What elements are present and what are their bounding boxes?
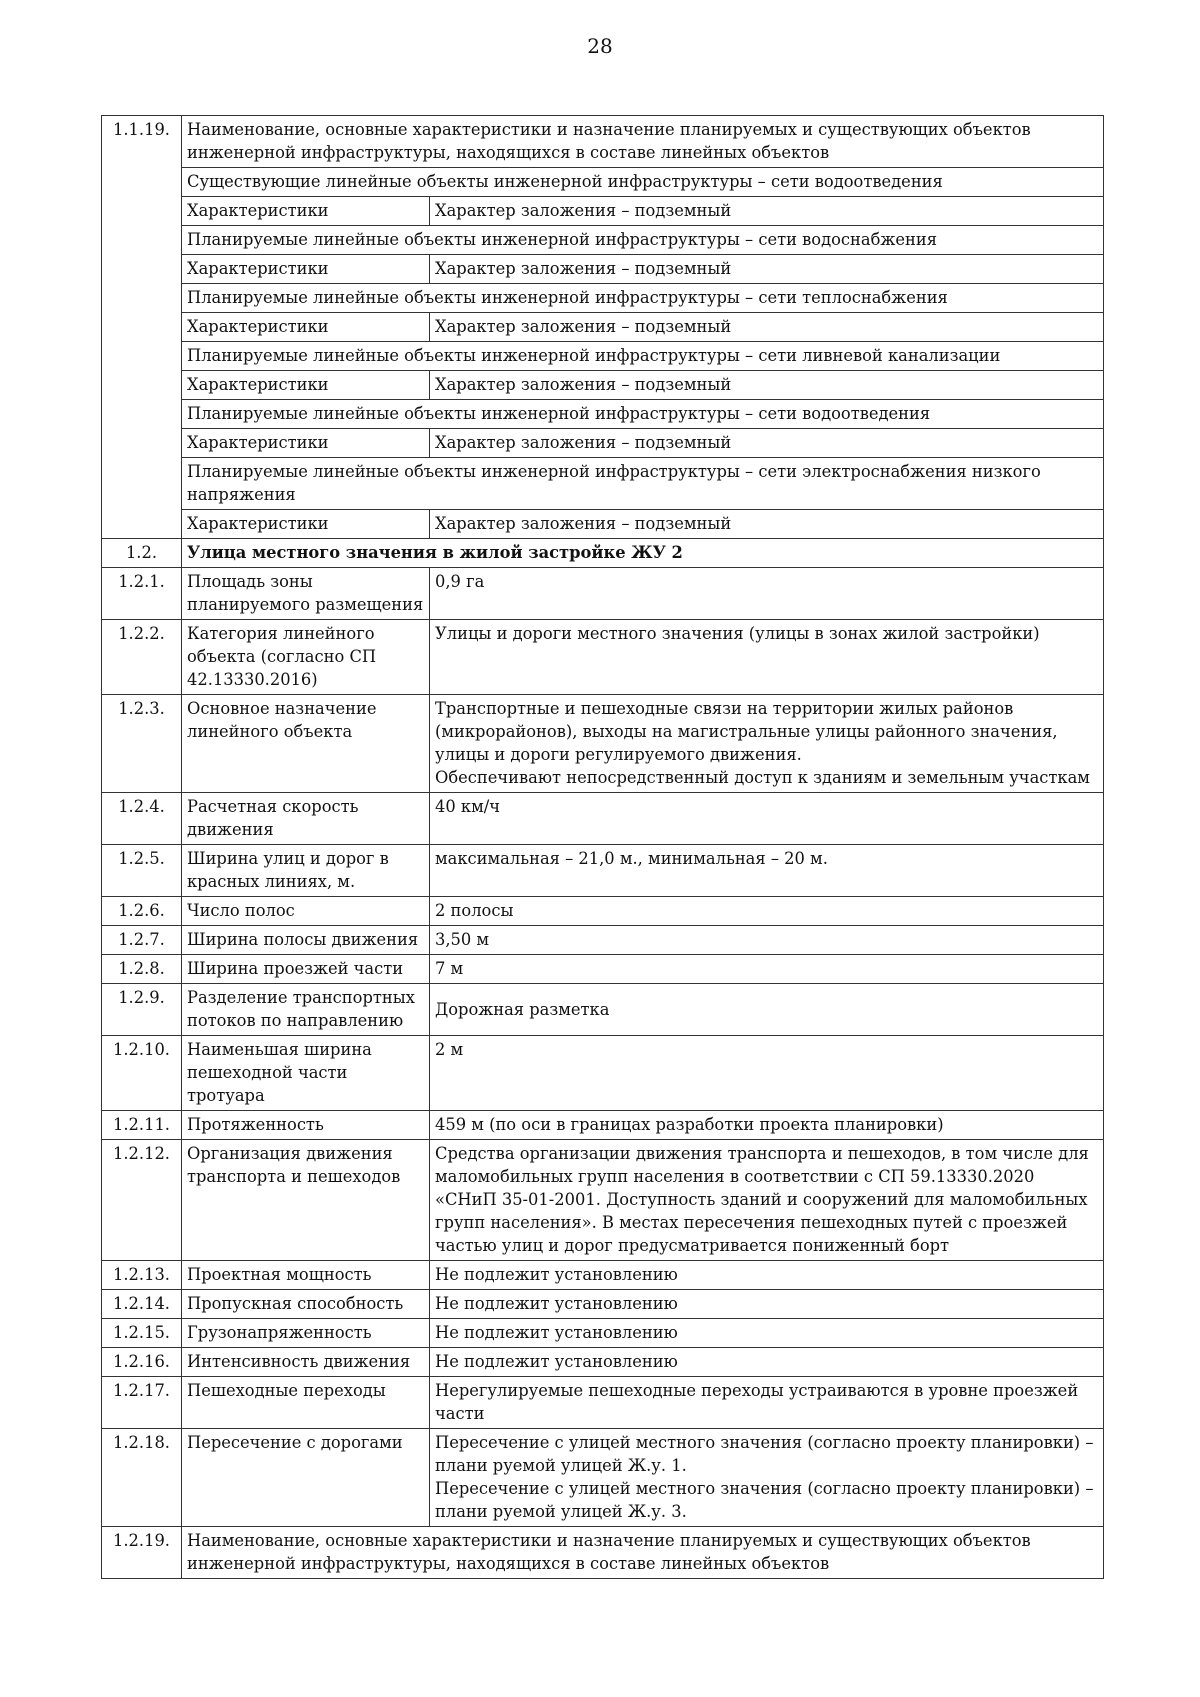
row-number: 1.2.6.: [102, 897, 182, 926]
specification-table: [101, 115, 1104, 1579]
row-value: [430, 1377, 1104, 1429]
table-row: [102, 620, 1104, 695]
table-row: [102, 1527, 1104, 1579]
row-value: [430, 1261, 1104, 1290]
row-value: [430, 1429, 1104, 1527]
row-value: [430, 620, 1104, 695]
row-value: [430, 897, 1104, 926]
network-group-title: Планируемые линейные объекты инженерной инфраструктуры – сети водоотведения: [182, 400, 1104, 429]
network-group-title: Планируемые линейные объекты инженерной инфраструктуры – сети ливневой канализации: [182, 342, 1104, 371]
row-title: Наименование, основные характеристики и назначение планируемых и существующих объектов инженерной инфраструктуры, находящихся в составе линейных объектов: [182, 1527, 1104, 1579]
laying-value: Характер заложения – подземный: [430, 429, 1104, 458]
table-row: [102, 342, 1104, 371]
row-value-paragraph: максимальная – 21,0 м., минимальная – 20 м.: [435, 849, 828, 868]
laying-value: Характер заложения – подземный: [430, 510, 1104, 539]
row-number: 1.2.17.: [102, 1377, 182, 1429]
network-group-title: Планируемые линейные объекты инженерной инфраструктуры – сети электроснабжения низкого напряжения: [182, 458, 1104, 510]
row-number: 1.2.19.: [102, 1527, 182, 1579]
table-row: [102, 568, 1104, 620]
row-label: Число полос: [182, 897, 430, 926]
row-label: Основное назначение линейного объекта: [182, 695, 430, 793]
row-number: 1.2.9.: [102, 984, 182, 1036]
section-number: 1.2.: [102, 539, 182, 568]
row-value: [430, 926, 1104, 955]
row-number: 1.2.14.: [102, 1290, 182, 1319]
table-row: [102, 116, 1104, 168]
row-number: 1.2.18.: [102, 1429, 182, 1527]
table-row: [102, 226, 1104, 255]
network-group-title: Планируемые линейные объекты инженерной инфраструктуры – сети теплоснабжения: [182, 284, 1104, 313]
table-row: [102, 255, 1104, 284]
network-group-title: Планируемые линейные объекты инженерной инфраструктуры – сети водоснабжения: [182, 226, 1104, 255]
row-label: Пешеходные переходы: [182, 1377, 430, 1429]
page-number: 28: [587, 34, 613, 58]
row-label: Площадь зоны планируемого размещения: [182, 568, 430, 620]
table-row: [102, 1036, 1104, 1111]
table-row: [102, 1290, 1104, 1319]
row-value: [430, 1036, 1104, 1111]
row-label: Ширина улиц и дорог в красных линиях, м.: [182, 845, 430, 897]
row-value-paragraph: 40 км/ч: [435, 797, 500, 816]
row-value-paragraph: 0,9 га: [435, 572, 485, 591]
characteristics-label: Характеристики: [182, 371, 430, 400]
row-number: 1.2.16.: [102, 1348, 182, 1377]
row-label: Разделение транспортных потоков по направлению: [182, 984, 430, 1036]
row-value-paragraph: Пересечение с улицей местного значения (согласно проекту планировки) – плани руемой улицей Ж.у. 1.: [435, 1433, 1094, 1475]
row-number: 1.2.7.: [102, 926, 182, 955]
row-value-paragraph: Средства организации движения транспорта и пешеходов, в том числе для маломобильных групп населения в соответствии с СП 59.13330.2020 «СНиП 35-01-2001. Доступность зданий и сооружений для маломобильных групп населения». В местах пересечения пешеходных путей с проезжей частью улиц и дорог предусматривается пониженный борт: [435, 1144, 1089, 1255]
table-row: [102, 926, 1104, 955]
row-label: Категория линейного объекта (согласно СП 42.13330.2016): [182, 620, 430, 695]
row-value-paragraph: Не подлежит установлению: [435, 1323, 678, 1342]
row-label: Ширина полосы движения: [182, 926, 430, 955]
row-title: Наименование, основные характеристики и назначение планируемых и существующих объектов инженерной инфраструктуры, находящихся в составе линейных объектов: [182, 116, 1104, 168]
row-value-paragraph: 459 м (по оси в границах разработки проекта планировки): [435, 1115, 944, 1134]
table-row: [102, 1261, 1104, 1290]
row-number: 1.2.13.: [102, 1261, 182, 1290]
row-label: Интенсивность движения: [182, 1348, 430, 1377]
table-row: [102, 371, 1104, 400]
row-value: [430, 845, 1104, 897]
row-value: [430, 1290, 1104, 1319]
laying-value: Характер заложения – подземный: [430, 197, 1104, 226]
table-row: [102, 1429, 1104, 1527]
table-row: [102, 313, 1104, 342]
row-value: [430, 1319, 1104, 1348]
row-label: Ширина проезжей части: [182, 955, 430, 984]
row-value: [430, 1348, 1104, 1377]
row-label: Проектная мощность: [182, 1261, 430, 1290]
table-row: [102, 1140, 1104, 1261]
table-row: [102, 1348, 1104, 1377]
table-row: [102, 458, 1104, 510]
row-number: 1.1.19.: [102, 116, 182, 539]
row-value: [430, 695, 1104, 793]
row-value-paragraph: Нерегулируемые пешеходные переходы устраиваются в уровне проезжей части: [435, 1381, 1079, 1423]
laying-value: Характер заложения – подземный: [430, 371, 1104, 400]
table-row: [102, 400, 1104, 429]
row-value: [430, 1140, 1104, 1261]
characteristics-label: Характеристики: [182, 510, 430, 539]
row-number: 1.2.8.: [102, 955, 182, 984]
table-row: [102, 793, 1104, 845]
laying-value: Характер заложения – подземный: [430, 255, 1104, 284]
row-number: 1.2.1.: [102, 568, 182, 620]
row-number: 1.2.15.: [102, 1319, 182, 1348]
table-row: [102, 695, 1104, 793]
row-value-paragraph: Улицы и дороги местного значения (улицы в зонах жилой застройки): [435, 624, 1040, 643]
table-row: [102, 845, 1104, 897]
table-row: [102, 284, 1104, 313]
table-row: [102, 984, 1104, 1036]
characteristics-label: Характеристики: [182, 313, 430, 342]
row-label: Пропускная способность: [182, 1290, 430, 1319]
row-label: Наименьшая ширина пешеходной части тротуара: [182, 1036, 430, 1111]
row-number: 1.2.12.: [102, 1140, 182, 1261]
table-row: [102, 1111, 1104, 1140]
characteristics-label: Характеристики: [182, 197, 430, 226]
row-value-paragraph: Обеспечивают непосредственный доступ к зданиям и земельным участкам: [435, 768, 1090, 787]
row-value-paragraph: 3,50 м: [435, 930, 490, 949]
row-label: Грузонапряженность: [182, 1319, 430, 1348]
row-value-paragraph: Не подлежит установлению: [435, 1294, 678, 1313]
row-value-paragraph: Не подлежит установлению: [435, 1265, 678, 1284]
table-row: [102, 197, 1104, 226]
row-value: [430, 955, 1104, 984]
table-row: [102, 1377, 1104, 1429]
network-group-title: Существующие линейные объекты инженерной инфраструктуры – сети водоотведения: [182, 168, 1104, 197]
row-value-paragraph: 2 полосы: [435, 901, 514, 920]
row-number: 1.2.11.: [102, 1111, 182, 1140]
table-row: [102, 897, 1104, 926]
row-label: Расчетная скорость движения: [182, 793, 430, 845]
section-title: Улица местного значения в жилой застройке ЖУ 2: [182, 539, 1104, 568]
row-label: Пересечение с дорогами: [182, 1429, 430, 1527]
table-row: [102, 168, 1104, 197]
row-value: [430, 793, 1104, 845]
row-number: 1.2.10.: [102, 1036, 182, 1111]
row-value: [430, 984, 1104, 1036]
row-value-paragraph: Дорожная разметка: [435, 999, 610, 1019]
table-row: [102, 510, 1104, 539]
row-label: Протяженность: [182, 1111, 430, 1140]
row-number: 1.2.5.: [102, 845, 182, 897]
table-row: [102, 429, 1104, 458]
row-number: 1.2.4.: [102, 793, 182, 845]
row-value-paragraph: Не подлежит установлению: [435, 1352, 678, 1371]
row-value-paragraph: Пересечение с улицей местного значения (согласно проекту планировки) – плани руемой улицей Ж.у. 3.: [435, 1479, 1094, 1521]
row-value: [430, 1111, 1104, 1140]
laying-value: Характер заложения – подземный: [430, 313, 1104, 342]
row-value-paragraph: 7 м: [435, 959, 464, 978]
table-row: [102, 955, 1104, 984]
section-row: [102, 539, 1104, 568]
row-value: [430, 568, 1104, 620]
row-value-paragraph: 2 м: [435, 1040, 464, 1059]
table-row: [102, 1319, 1104, 1348]
row-label: Организация движения транспорта и пешеходов: [182, 1140, 430, 1261]
row-number: 1.2.3.: [102, 695, 182, 793]
characteristics-label: Характеристики: [182, 255, 430, 284]
row-value-paragraph: Транспортные и пешеходные связи на территории жилых районов (микрорайонов), выходы на магистральные улицы районного значения, улицы и дороги регулируемого движения.: [435, 699, 1058, 764]
row-number: 1.2.2.: [102, 620, 182, 695]
characteristics-label: Характеристики: [182, 429, 430, 458]
